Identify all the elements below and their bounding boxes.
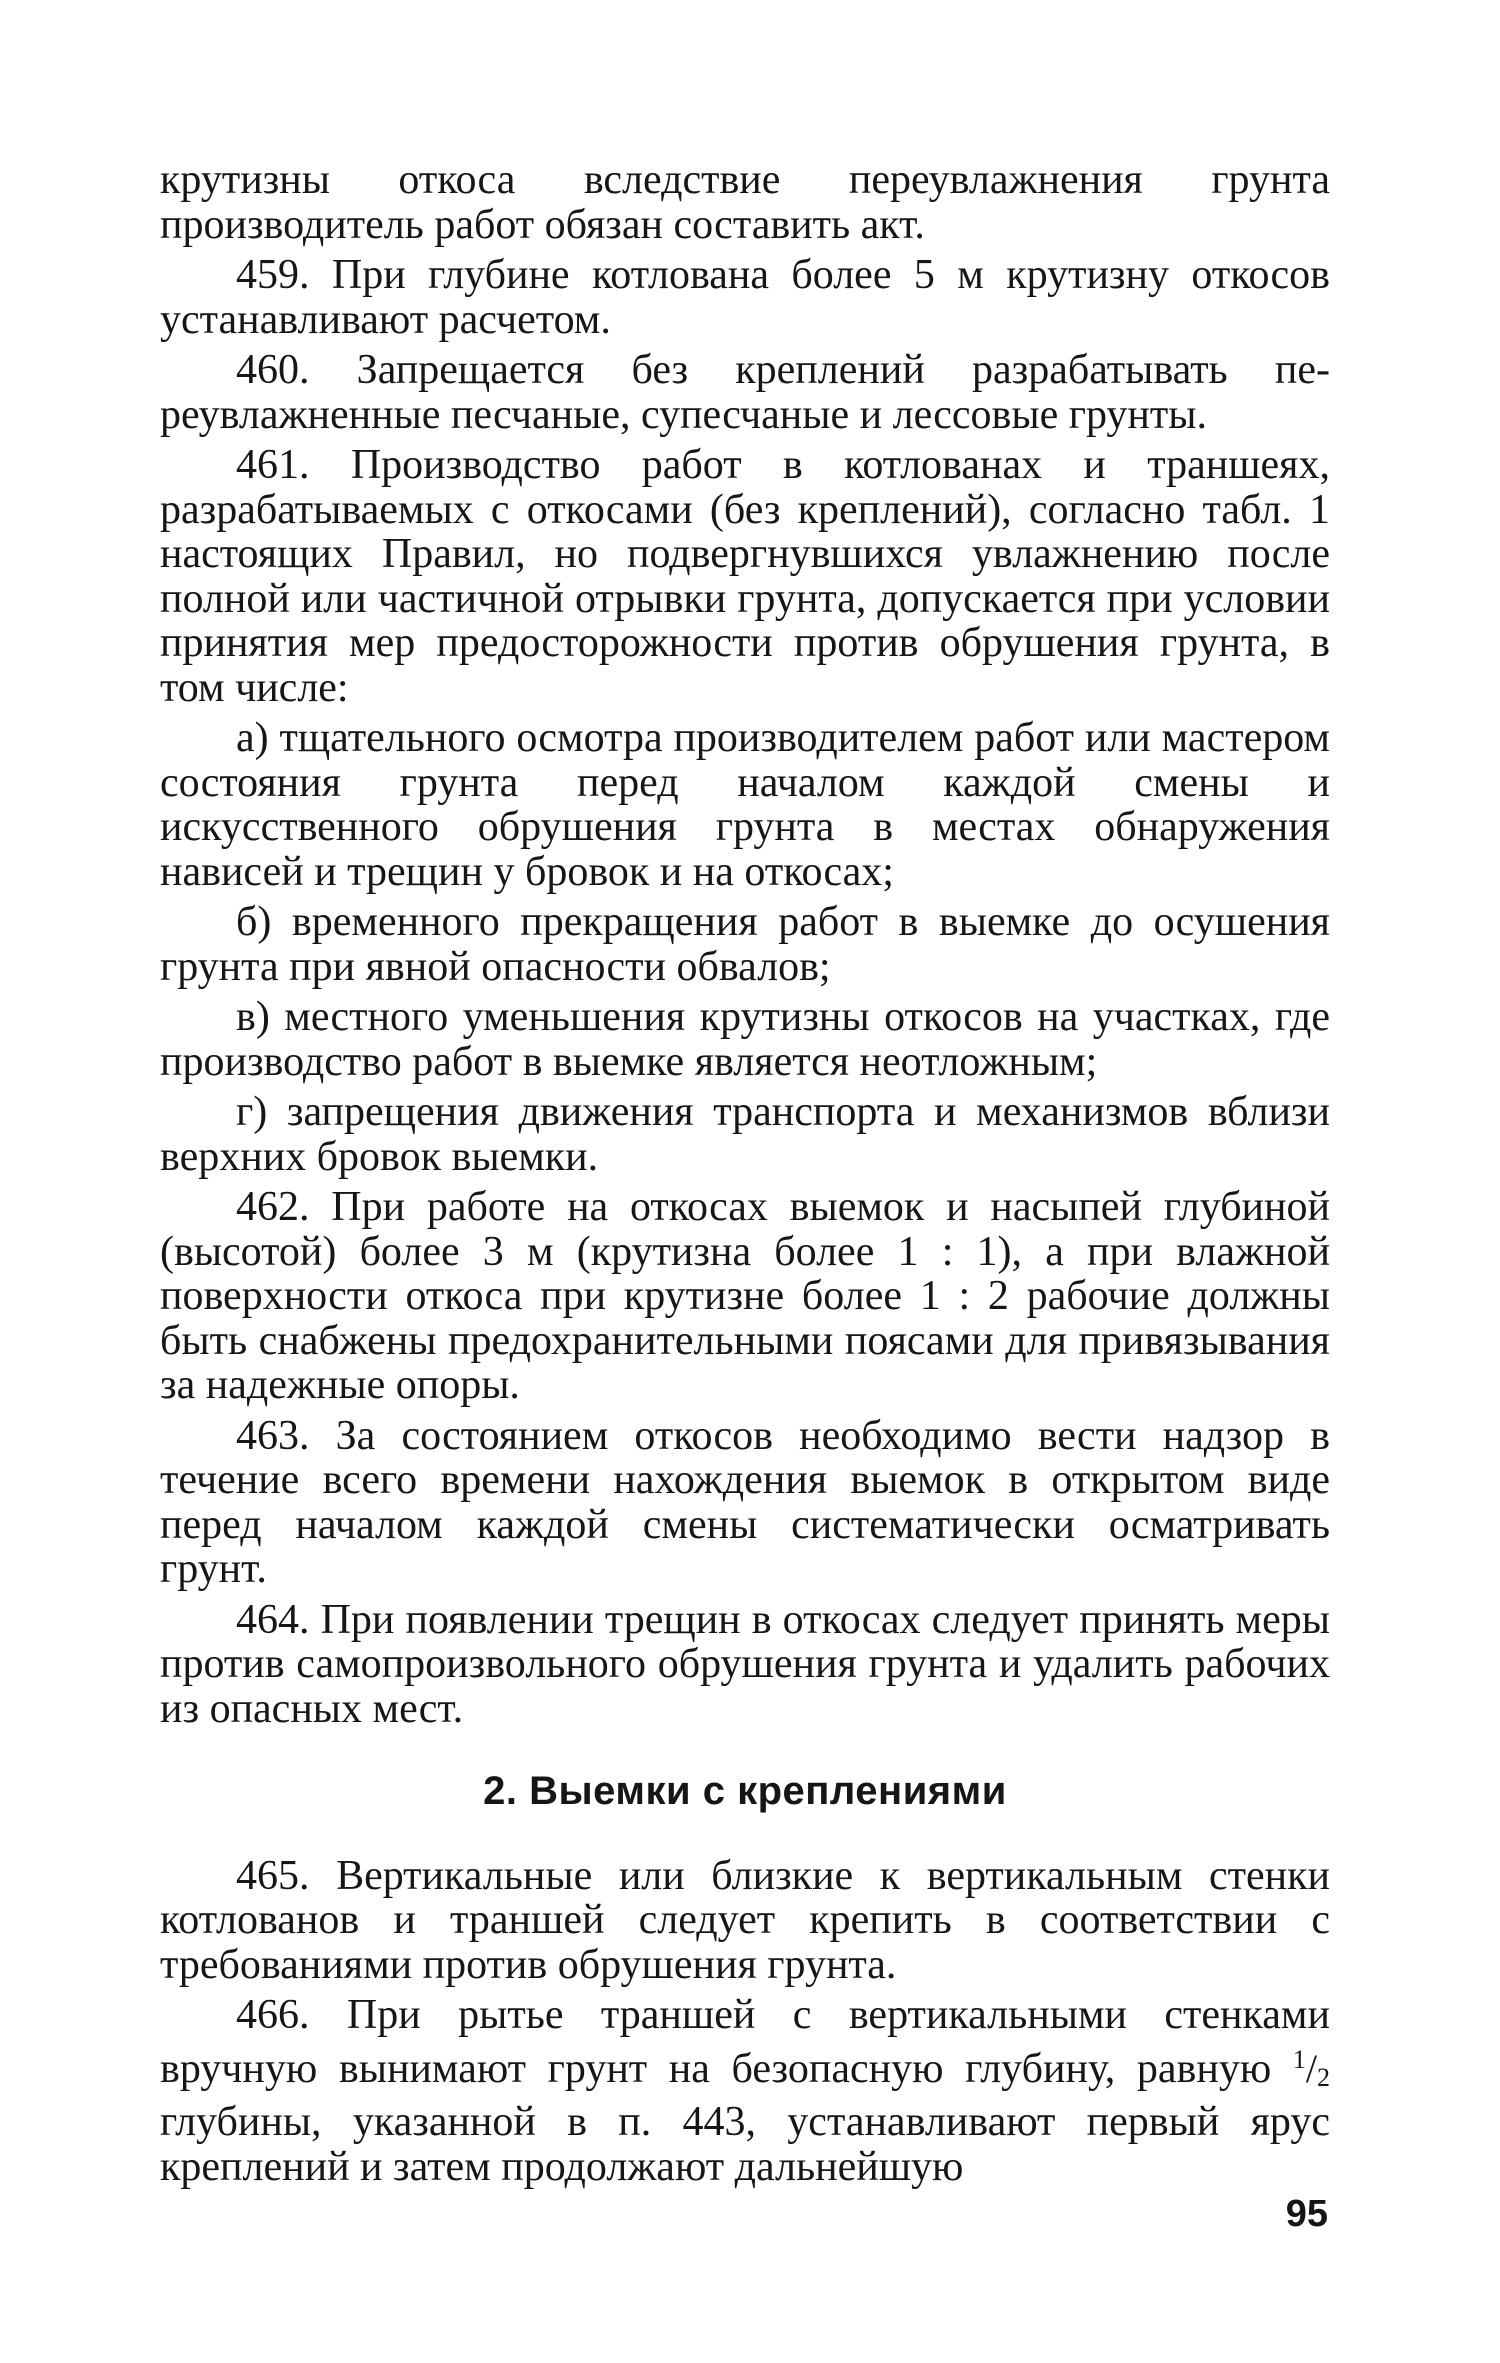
- paragraph-459: 459. При глубине котлована более 5 м крутизну откосов устанавливают расчетом.: [160, 252, 1330, 343]
- paragraph-continuation: крутизны откоса вследствие переувлажнения грунта производитель работ обязан составить акт.: [160, 157, 1330, 248]
- paragraph-463: 463. За состоянием откосов необходимо вести надзор в течение всего времени нахождения выемок в открытом виде перед началом каждой смены систематически осматривать грунт.: [160, 1412, 1330, 1592]
- paragraph-465: 465. Вертикальные или близкие к вертикальным стенки котлованов и траншей следует крепить в соответствии с требованиями против обрушения грунта.: [160, 1852, 1330, 1988]
- paragraph-461-c: в) местного уменьшения крутизны откосов на участках, где производство работ в выемке является неотложным;: [160, 994, 1330, 1085]
- paragraph-466-end: глубины, указанной в п. 443, устанавливают первый ярус креплений и затем продолжают дальнейшую: [160, 2099, 1330, 2190]
- paragraph-461: 461. Производство работ в котлованах и траншеях, разрабатываемых с откосами (без креплений), согласно табл. 1 настоящих Правил, но подвергнувшихся увлажнению после полной или частичной отрывки грунта, допускается при условии принятия мер предосторожности против обрушения грунта, в том числе:: [160, 442, 1330, 711]
- fraction-denominator: 2: [1317, 2062, 1330, 2092]
- paragraph-466: [160, 1993, 1330, 2189]
- paragraph-466-start: 466. При рытье траншей с вертикальными стенками вручную вынимают грунт на безопасную глубину, равную: [160, 1992, 1330, 2092]
- paragraph-461-d: г) запрещения движения транспорта и механизмов вблизи верхних бровок выемки.: [160, 1089, 1330, 1180]
- page-body: [160, 158, 1330, 2195]
- paragraph-460: 460. Запрещается без креплений разрабатывать переувлажненные песчаные, супесчаные и лессовые грунты.: [160, 347, 1330, 438]
- page-number: 95: [1285, 2193, 1328, 2235]
- paragraph-461-a: а) тщательного осмотра производителем работ или мастером состояния грунта перед началом каждой смены и искусственного обрушения грунта в местах обнаружения нависей и трещин у бровок и на откосах;: [160, 715, 1330, 895]
- paragraph-462: 462. При работе на откосах выемок и насыпей глубиной (высотой) более 3 м (крутизна более 1 : 1), а при влажной поверхности откоса при крутизне более 1 : 2 рабочие должны быть снабжены предохранительными поясами для привязывания за надежные опоры.: [160, 1184, 1330, 1408]
- section-heading: 2. Выемки с креплениями: [483, 1769, 1007, 1813]
- paragraph-464: 464. При появлении трещин в откосах следует принять меры против самопроизвольного обрушения грунта и удалить рабочих из опасных мест.: [160, 1596, 1330, 1732]
- fraction-one-half: $^1/_2$: [1292, 2044, 1330, 2092]
- fraction-numerator: 1: [1292, 2044, 1306, 2074]
- paragraph-461-b: б) временного прекращения работ в выемке до осушения грунта при явной опасности обвалов;: [160, 899, 1330, 990]
